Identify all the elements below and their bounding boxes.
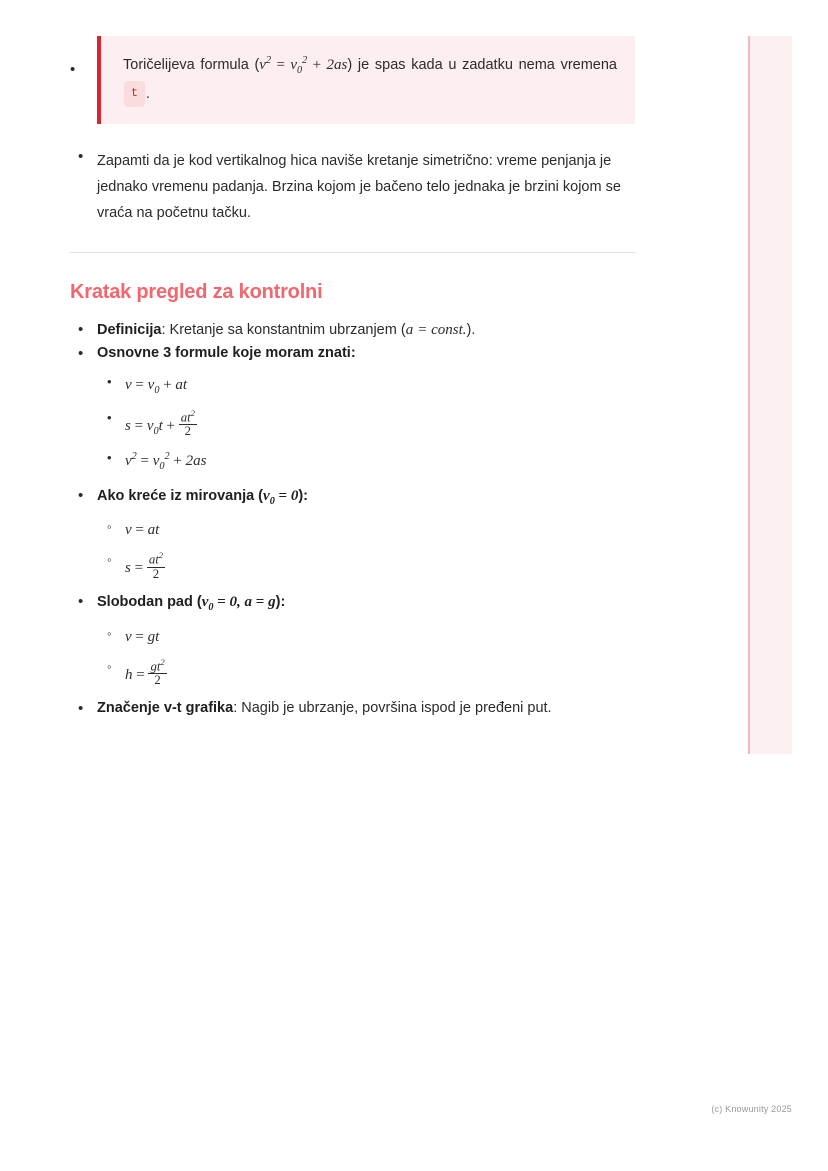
list-item-separator: : bbox=[233, 699, 242, 716]
formula-item: • $v^2 = v_0^2 + 2as$ bbox=[97, 449, 636, 475]
code-chip-t: t bbox=[124, 81, 145, 106]
callout-row bbox=[70, 36, 636, 124]
sub-list-iz-mirovanja bbox=[97, 518, 636, 581]
list-item-osnovne-formule bbox=[70, 342, 636, 475]
page-title: Kratak pregled za kontrolni bbox=[70, 280, 323, 303]
list-item-vt-grafik bbox=[70, 697, 636, 720]
sub-list-slobodan-pad bbox=[97, 625, 636, 688]
summary-list bbox=[70, 318, 636, 720]
formula-item: • $v = v_0$ + at bbox=[97, 373, 636, 399]
callout-text bbox=[123, 52, 617, 108]
list-item-label: Ako kreće iz mirovanja $(v_0 = 0)$: bbox=[97, 488, 309, 508]
callout-text-after: . bbox=[145, 85, 150, 102]
formula-item: ◦ v = gt bbox=[97, 625, 636, 649]
formula-item: ◦ s = $\frac{at^2}{2}$ bbox=[97, 551, 636, 581]
list-item-slobodan-pad bbox=[70, 590, 636, 687]
sub-list-osnovne-formule bbox=[97, 373, 636, 475]
formula-item: ◦ v = at bbox=[97, 518, 636, 542]
note-block bbox=[70, 148, 636, 226]
section-divider bbox=[70, 252, 636, 253]
formula-item: • $s = v_0t$ + $\frac{at^2}{2}$ bbox=[97, 409, 636, 440]
list-item-separator: : bbox=[161, 321, 170, 338]
page-footer: (c) Knowunity 2025 bbox=[711, 1104, 792, 1114]
list-item-definicija bbox=[70, 318, 636, 342]
document-content bbox=[70, 36, 636, 720]
note-list-item bbox=[70, 148, 636, 226]
list-item-label: Značenje v-t grafika bbox=[97, 699, 234, 716]
page-side-strip bbox=[748, 36, 792, 754]
list-item-text: Nagib je ubrzanje, površina ispod je pređeni put. bbox=[241, 699, 552, 716]
formula-item: ◦ h = $\frac{gt^2}{2}$ bbox=[97, 658, 636, 688]
callout-box bbox=[97, 36, 635, 124]
bullet-icon: • bbox=[70, 61, 76, 78]
list-item-text: Kretanje sa konstantnim ubrzanjem (a = const.). bbox=[169, 321, 476, 338]
list-item-label: Osnovne 3 formule koje moram znati: bbox=[97, 345, 356, 362]
note-list bbox=[70, 148, 636, 226]
callout-text-middle: ) je spas kada u zadatku nema vremena bbox=[347, 57, 617, 73]
callout-formula: $v^2 = v_0^2 + 2as$ bbox=[259, 55, 348, 76]
callout-text-before: Toričelijeva formula ( bbox=[123, 57, 260, 73]
list-item-label: Definicija bbox=[97, 321, 162, 338]
list-item-label: Slobodan pad ($v_0 = 0$, a = g): bbox=[97, 594, 286, 614]
note-text: • Zapamti da je kod vertikalnog hica naviše kretanje simetrično: vreme penjanja je jednako vremenu padanja. Brzina kojom je bačeno telo jednaka je brzini kojom se vraća na početnu tačku. bbox=[97, 152, 621, 221]
list-item-iz-mirovanja bbox=[70, 484, 636, 581]
